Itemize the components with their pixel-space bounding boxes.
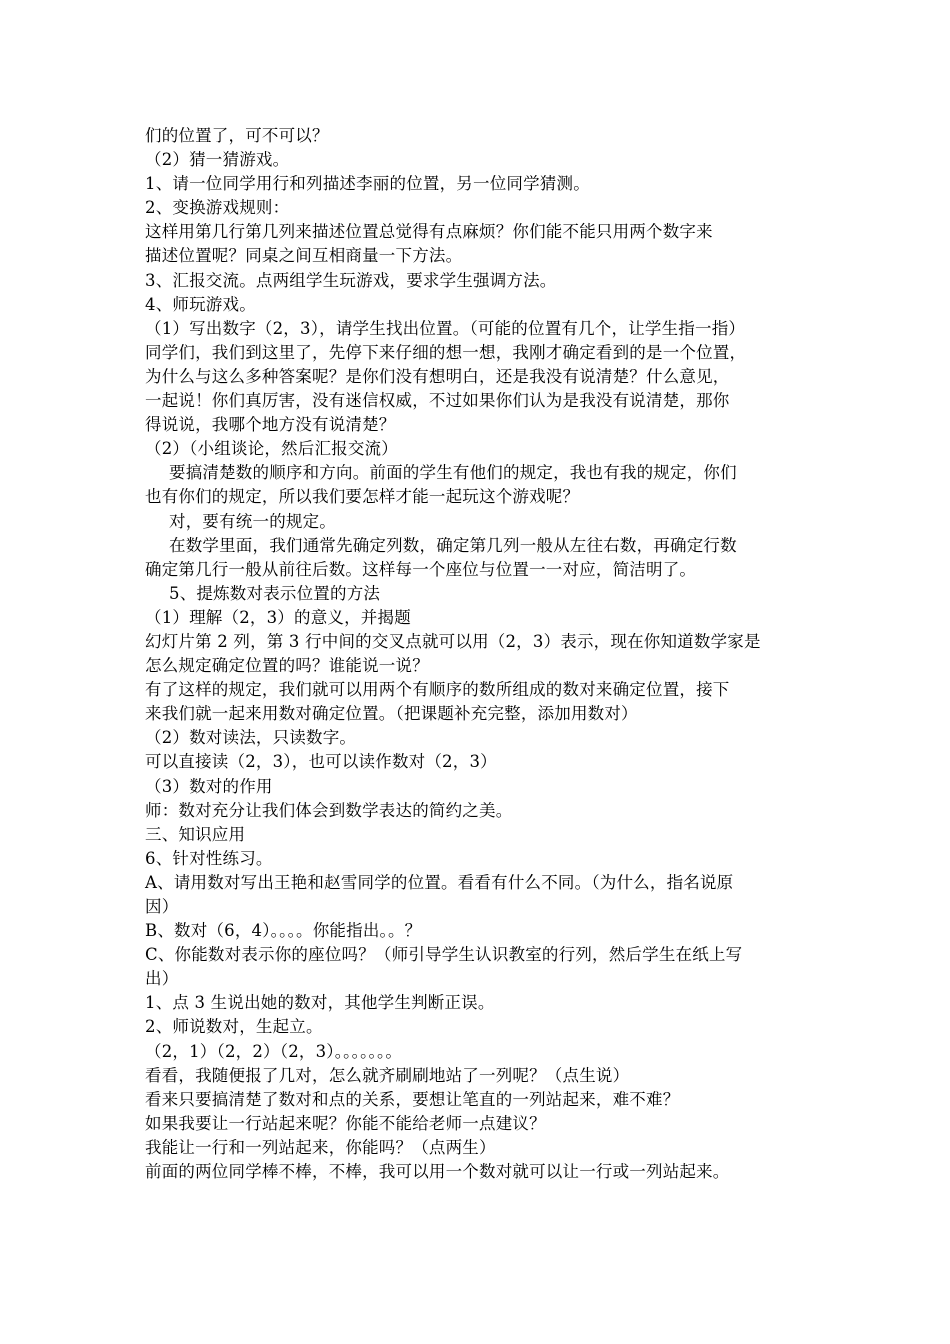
text-line: 怎么规定确定位置的吗？谁能说一说？ [145, 656, 429, 676]
document-body [145, 124, 813, 1184]
text-line: 师：数对充分让我们体会到数学表达的简约之美。 [145, 800, 513, 820]
text-line: 要搞清楚数的顺序和方向。前面的学生有他们的规定，我也有我的规定，你们 [169, 463, 737, 483]
text-line: （2，1）（2，2）（2，3）。。。。。。。 [145, 1041, 403, 1061]
text-line: 5、提炼数对表示位置的方法 [169, 583, 381, 603]
text-line: 出） [145, 969, 179, 989]
text-line: 同学们，我们到这里了，先停下来仔细的想一想，我刚才确定看到的是一个位置， [145, 342, 747, 362]
text-line: 因） [145, 897, 179, 916]
text-line: 来我们就一起来用数对确定位置。（把课题补充完整，添加用数对） [145, 704, 638, 724]
text-line: B、数对（6，4）。。。。你能指出。。？ [145, 921, 422, 941]
text-line: 这样用第几行第几列来描述位置总觉得有点麻烦？你们能不能只用两个数字来 [145, 222, 713, 242]
text-line: 确定第几行一般从前往后数。这样每一个座位与位置一一对应，简洁明了。 [145, 559, 697, 579]
text-line: 一起说！你们真厉害，没有迷信权威，不过如果你们认为是我没有说清楚，那你 [145, 391, 730, 411]
text-line: （1）理解（2，3）的意义，并揭题 [145, 607, 411, 627]
text-line: 我能让一行和一列站起来，你能吗？（点两生） [145, 1137, 496, 1157]
text-line: 得说说，我哪个地方没有说清楚？ [145, 415, 396, 435]
text-line: 2、师说数对，生起立。 [145, 1017, 323, 1037]
text-line: 看来只要搞清楚了数对和点的关系，要想让笔直的一列站起来，难不难？ [145, 1089, 680, 1109]
text-line: 1、请一位同学用行和列描述李丽的位置，另一位同学猜测。 [145, 174, 590, 194]
text-line: 描述位置呢？同桌之间互相商量一下方法。 [145, 246, 463, 266]
text-line: 3、汇报交流。点两组学生玩游戏，要求学生强调方法。 [145, 270, 557, 290]
text-line: 对，要有统一的规定。 [169, 511, 336, 531]
text-line: 有了这样的规定，我们就可以用两个有顺序的数所组成的数对来确定位置，接下 [145, 680, 730, 700]
text-line: （2）数对读法，只读数字。 [145, 728, 357, 748]
text-line: 2、变换游戏规则： [145, 198, 290, 218]
text-line: 幻灯片第 2 列，第 3 行中间的交叉点就可以用（2，3）表示，现在你知道数学家是 [145, 631, 761, 651]
text-line: （2）（小组谈论，然后汇报交流） [145, 439, 398, 459]
text-line: 也有你们的规定，所以我们要怎样才能一起玩这个游戏呢？ [145, 487, 580, 507]
text-line: 1、点 3 生说出她的数对，其他学生判断正误。 [145, 993, 495, 1013]
text-line: 看看，我随便报了几对，怎么就齐刷刷地站了一列呢？（点生说） [145, 1065, 630, 1085]
text-line: A、请用数对写出王艳和赵雪同学的位置。看看有什么不同。（为什么，指名说原 [145, 872, 734, 892]
text-line: 前面的两位同学棒不棒，不棒，我可以用一个数对就可以让一行或一列站起来。 [145, 1162, 730, 1182]
text-line: （1）写出数字（2，3），请学生找出位置。（可能的位置有几个，让学生指一指） [145, 318, 746, 338]
text-line: （3）数对的作用 [145, 776, 273, 796]
text-line: 三、知识应用 [145, 824, 246, 844]
text-line: C、你能数对表示你的座位吗？（师引导学生认识教室的行列，然后学生在纸上写 [145, 945, 743, 965]
text-line: 为什么与这么多种答案呢？是你们没有想明白，还是我没有说清楚？什么意见， [145, 366, 730, 386]
text-line: 4、师玩游戏。 [145, 294, 256, 314]
text-line: 可以直接读（2，3），也可以读作数对（2，3） [145, 752, 497, 772]
text-line: 6、针对性练习。 [145, 848, 273, 868]
text-line: 如果我要让一行站起来呢？你能不能给老师一点建议？ [145, 1113, 546, 1133]
text-line: 们的位置了，可不可以？ [145, 126, 329, 145]
text-line: （2）猜一猜游戏。 [145, 150, 290, 170]
text-line: 在数学里面，我们通常先确定列数，确定第几列一般从左往右数，再确定行数 [169, 535, 737, 555]
